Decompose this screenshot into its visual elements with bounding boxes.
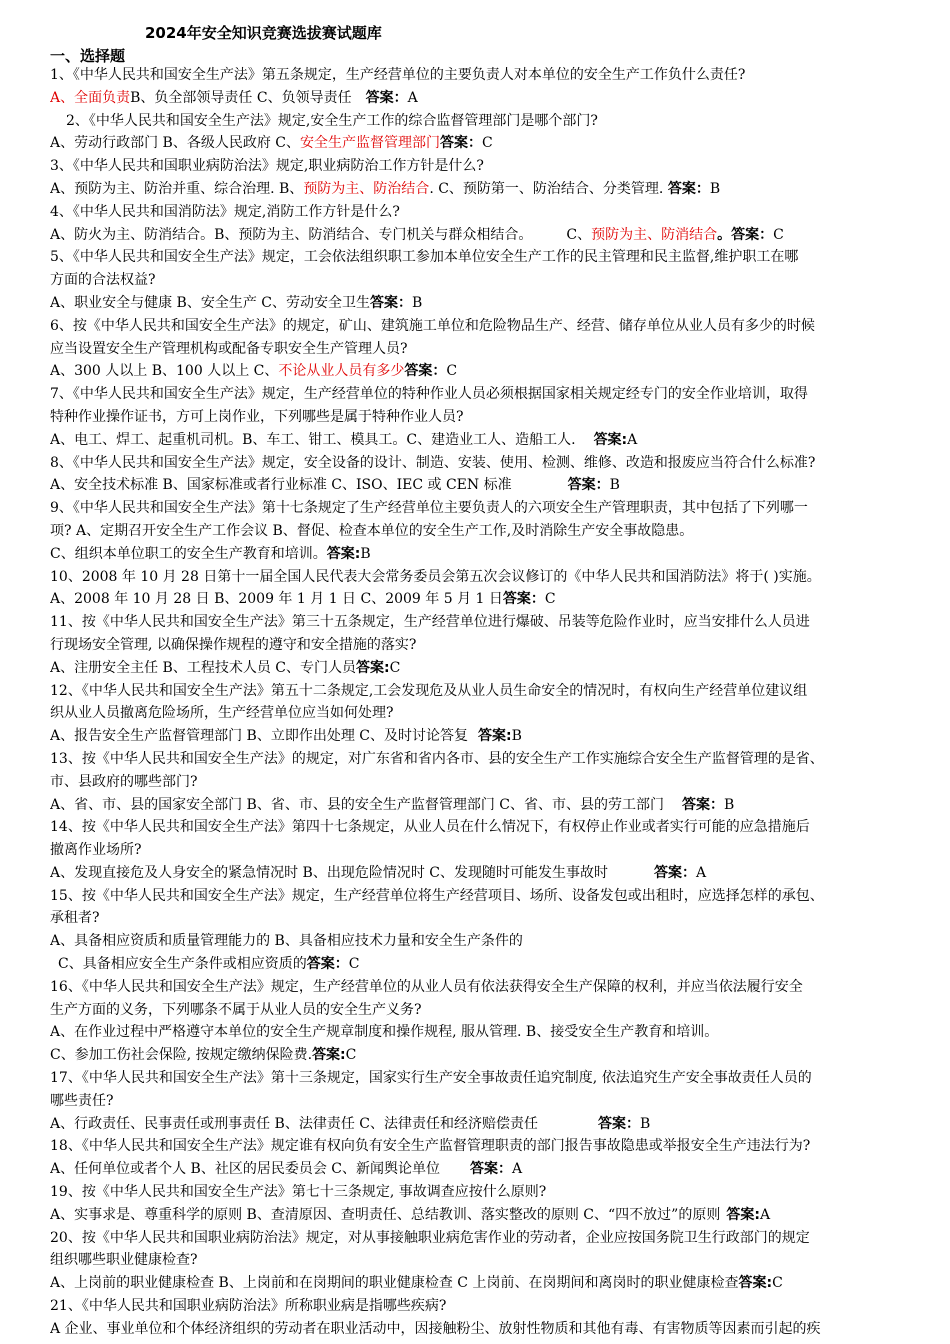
question-20-text-cont: 组织哪些职业健康检查? — [50, 1252, 198, 1269]
question-1-options-bc: B、负全部领导责任 C、负领导责任 — [130, 89, 352, 106]
question-2-options — [50, 132, 930, 155]
question-14-text-cont: 撤离作业场所? — [50, 842, 142, 859]
question-6-text: 6、按《中华人民共和国安全生产法》的规定，矿山、建筑施工单位和危险物品生产、经营、储存单位从业人员有多少的时候 — [50, 317, 815, 334]
question-14-options — [50, 862, 930, 885]
question-14-answer-label: 答案： — [654, 864, 697, 881]
question-10-answer: C — [544, 591, 556, 608]
question-16-option-c: C、参加工伤社会保险, 按规定缴纳保险费. — [50, 1047, 313, 1064]
question-13-answer-label: 答案： — [682, 796, 725, 813]
question-8-options-text: A、安全技术标准 B、国家标准或者行业标准 C、ISO、IEC 或 CEN 标准 — [50, 477, 512, 494]
question-3-option-a: A、预防为主、防治并重、综合治理. B、 — [50, 180, 304, 197]
question-2-answer-label: 答案： — [440, 135, 483, 152]
question-7-text-cont: 特种作业操作证书，方可上岗作业，下列哪些是属于特种作业人员? — [50, 408, 464, 425]
question-21-options: A 企业、事业单位和个体经济组织的劳动者在职业活动中，因接触粉尘、放射性物质和其他有毒、有害物质等因素而引起的疾 — [50, 1320, 821, 1337]
question-6-text-cont: 应当设置安全生产管理机构或配备专职安全生产管理人员? — [50, 340, 408, 357]
question-20-answer: C — [772, 1275, 783, 1292]
question-16-options-cont — [50, 1044, 930, 1067]
question-13-text: 13、按《中华人民共和国安全生产法》的规定，对广东省和省内各市、县的安全生产工作实施综合安全生产监督管理的是省、 — [50, 750, 824, 767]
question-1-answer-label: 答案： — [365, 89, 408, 106]
question-list — [50, 64, 930, 1341]
question-8-answer: B — [609, 477, 620, 494]
question-19-options — [50, 1204, 930, 1227]
question-11-text: 11、按《中华人民共和国安全生产法》第三十五条规定，生产经营单位进行爆破、吊装等危险作业时，应当安排什么人员进 — [50, 614, 810, 631]
question-11-options-text: A、注册安全主任 B、工程技术人员 C、专门人员 — [50, 659, 357, 676]
question-3-text: 3、《中华人民共和国职业病防治法》规定,职业病防治工作方针是什么? — [50, 158, 484, 175]
question-17-options-text: A、行政责任、民事责任或刑事责任 B、法律责任 C、法律责任和经济赔偿责任 — [50, 1115, 539, 1132]
question-13-options-text: A、省、市、县的国家安全部门 B、省、市、县的安全生产监督管理部门 C、省、市、县的劳工部门 — [50, 796, 665, 813]
question-21-text: 21、《中华人民共和国职业病防治法》所称职业病是指哪些疾病? — [50, 1298, 447, 1315]
question-2-options-ab: A、劳动行政部门 B、各级人民政府 C、 — [50, 135, 301, 152]
question-9-answer: B — [360, 545, 371, 562]
question-11-text-cont: 行现场安全管理, 以确保操作规程的遵守和安全措施的落实? — [50, 636, 417, 653]
question-15-options: A、具备相应资质和质量管理能力的 B、具备相应技术力量和安全生产条件的 — [50, 933, 523, 950]
question-3-answer-label: 答案： — [667, 180, 710, 197]
question-12-options-text: A、报告安全生产监督管理部门 B、立即作出处理 C、及时讨论答复 — [50, 728, 469, 745]
question-4-option-c: 预防为主、防消结合 — [591, 226, 718, 243]
question-16-answer-label: 答案: — [312, 1047, 346, 1064]
question-16-options: A、在作业过程中严格遵守本单位的安全生产规章制度和操作规程, 服从管理. B、接受安全生产教育和培训。 — [50, 1024, 719, 1041]
question-18-text: 18、《中华人民共和国安全生产法》规定谁有权向负有安全生产监督管理职责的部门报告事故隐患或举报安全生产违法行为? — [50, 1138, 811, 1155]
question-13-text-cont: 市、县政府的哪些部门? — [50, 773, 198, 790]
question-19-answer: A — [759, 1206, 771, 1223]
question-2-answer: C — [482, 135, 493, 152]
question-7-answer: A — [627, 431, 638, 448]
question-2-text: 2、《中华人民共和国安全生产法》规定,安全生产工作的综合监督管理部门是哪个部门? — [66, 112, 598, 129]
question-13-options — [50, 794, 930, 817]
question-11-answer-label: 答案: — [356, 659, 390, 676]
question-12-text: 12、《中华人民共和国安全生产法》第五十二条规定,工会发现危及从业人员生命安全的情况时，有权向生产经营单位建议组 — [50, 682, 808, 699]
question-13-answer: B — [724, 796, 735, 813]
question-9-text-cont: 项? A、定期召开安全生产工作会议 B、督促、检查本单位的安全生产工作,及时消除生产安全事故隐患。 — [50, 522, 694, 539]
question-19-answer-label: 答案: — [726, 1206, 760, 1223]
question-17-answer: B — [640, 1115, 651, 1132]
question-17-text-cont: 哪些责任? — [50, 1092, 114, 1109]
question-12-text-cont: 织从业人员撤离危险场所，生产经营单位应当如何处理? — [50, 705, 394, 722]
question-15-answer-label: 答案： — [306, 956, 349, 973]
question-10-options — [50, 588, 930, 611]
question-12-answer: B — [511, 728, 522, 745]
question-9-options — [50, 543, 930, 566]
question-10-options-text: A、2008 年 10 月 28 日 B、2009 年 1 月 1 日 C、2009 年 5 月 1 日 — [50, 591, 503, 608]
question-6-answer-label: 答案： — [404, 363, 447, 380]
question-4-options-ab: A、防火为主、防消结合。B、预防为主、防消结合、专门机关与群众相结合。 — [50, 226, 533, 243]
question-3-options — [50, 178, 930, 201]
question-6-options — [50, 360, 930, 383]
question-9-answer-label: 答案: — [326, 545, 361, 562]
question-17-options — [50, 1113, 930, 1136]
question-1-text: 1、《中华人民共和国安全生产法》第五条规定，生产经营单位的主要负责人对本单位的安全生产工作负什么责任? — [50, 67, 746, 83]
question-12-options — [50, 725, 930, 748]
question-20-options-text: A、上岗前的职业健康检查 B、上岗前和在岗期间的职业健康检查 C 上岗前、在岗期间和离岗时的职业健康检查 — [50, 1275, 739, 1292]
question-11-answer: C — [389, 659, 401, 676]
question-7-options — [50, 429, 930, 452]
question-18-answer: A — [512, 1161, 523, 1178]
question-3-option-c: . C、预防第一、防治结合、分类管理. — [429, 180, 668, 197]
question-8-text: 8、《中华人民共和国安全生产法》规定，安全设备的设计、制造、安装、使用、检测、维修、改造和报废应当符合什么标准? — [50, 454, 816, 471]
question-7-answer-label: 答案: — [593, 431, 628, 448]
question-4-text: 4、《中华人民共和国消防法》规定,消防工作方针是什么? — [50, 203, 400, 220]
question-20-text: 20、按《中华人民共和国职业病防治法》规定，对从事接触职业病危害作业的劳动者，企业应按国务院卫生行政部门的规定 — [50, 1229, 810, 1246]
question-18-options — [50, 1158, 930, 1181]
question-15-text: 15、按《中华人民共和国安全生产法》规定，生产经营单位将生产经营项目、场所、设备发包或出租时，应选择怎样的承包、 — [50, 887, 824, 904]
question-3-answer: B — [709, 180, 721, 197]
question-15-option-c: C、具备相应安全生产条件或相应资质的 — [58, 956, 307, 973]
question-8-answer-label: 答案： — [567, 477, 610, 494]
question-5-text-cont: 方面的合法权益? — [50, 272, 156, 289]
question-16-answer: C — [345, 1047, 357, 1064]
question-16-text-cont: 生产方面的义务，下列哪条不属于从业人员的安全生产义务? — [50, 1001, 422, 1018]
question-15-text-cont: 承租者? — [50, 910, 100, 927]
question-9-text: 9、《中华人民共和国安全生产法》第十七条规定了生产经营单位主要负责人的六项安全生产管理职责，其中包括了下列哪一 — [50, 500, 808, 517]
question-11-options — [50, 657, 930, 680]
question-15-answer: C — [348, 956, 360, 973]
question-3-option-b: 预防为主、防治结合 — [303, 180, 430, 197]
question-4-option-c-label: C、 — [566, 226, 592, 243]
question-5-answer: B — [412, 294, 423, 311]
question-14-text: 14、按《中华人民共和国安全生产法》第四十七条规定，从业人员在什么情况下，有权停止作业或者实行可能的应急措施后 — [50, 819, 810, 836]
question-19-options-text: A、实事求是、尊重科学的原则 B、查清原因、查明责任、总结教训、落实整改的原则 C、“四不放过”的原则 — [50, 1206, 721, 1223]
question-5-options — [50, 292, 930, 315]
question-7-text: 7、《中华人民共和国安全生产法》规定，生产经营单位的特种作业人员必须根据国家相关规定经专门的安全作业培训，取得 — [50, 386, 808, 403]
question-5-answer-label: 答案： — [370, 294, 413, 311]
question-16-text: 16、《中华人民共和国安全生产法》规定，生产经营单位的从业人员有依法获得安全生产保障的权利，并应当依法履行安全 — [50, 978, 803, 995]
question-12-answer-label: 答案: — [478, 728, 512, 745]
question-14-options-text: A、发现直接危及人身安全的紧急情况时 B、出现危险情况时 C、发现随时可能发生事故时 — [50, 864, 609, 881]
question-6-answer: C — [446, 363, 458, 380]
question-17-text: 17、《中华人民共和国安全生产法》第十三条规定，国家实行生产安全事故责任追究制度, 依法追究生产安全事故责任人员的 — [50, 1070, 812, 1087]
question-10-answer-label: 答案： — [502, 591, 545, 608]
question-17-answer-label: 答案： — [598, 1115, 641, 1132]
question-20-options — [50, 1272, 930, 1295]
question-20-answer-label: 答案: — [738, 1275, 773, 1292]
question-4-options — [50, 224, 930, 247]
question-6-option-c: 不论从业人员有多少 — [278, 363, 405, 380]
question-19-text: 19、按《中华人民共和国安全生产法》第七十三条规定, 事故调查应按什么原则? — [50, 1184, 547, 1201]
question-18-answer-label: 答案： — [470, 1161, 513, 1178]
question-18-options-text: A、任何单位或者个人 B、社区的居民委员会 C、新闻舆论单位 — [50, 1161, 441, 1178]
question-4-answer-label: 。答案： — [717, 226, 774, 243]
question-7-options-text: A、电工、焊工、起重机司机。B、车工、钳工、模具工。C、建造业工人、造船工人. — [50, 431, 576, 448]
question-5-text: 5、《中华人民共和国安全生产法》规定，工会依法组织职工参加本单位安全生产工作的民主管理和民主监督,维护职工在哪 — [50, 249, 799, 266]
question-14-answer: A — [696, 864, 707, 881]
section-heading: 一、选择题 — [50, 47, 126, 65]
question-8-options — [50, 474, 930, 497]
document-title: 2024年安全知识竞赛选拔赛试题库 — [145, 24, 382, 42]
question-1-answer: A — [407, 89, 418, 106]
question-2-option-c: 安全生产监督管理部门 — [300, 135, 441, 152]
question-6-options-ab: A、300 人以上 B、100 人以上 C、 — [50, 363, 279, 380]
question-4-answer: C — [773, 226, 784, 243]
question-5-options-text: A、职业安全与健康 B、安全生产 C、劳动安全卫生 — [50, 294, 371, 311]
question-10-text: 10、2008 年 10 月 28 日第十一届全国人民代表大会常务委员会第五次会议修订的《中华人民共和国消防法》将于( )实施。 — [50, 568, 821, 585]
question-9-options-text: C、组织本单位职工的安全生产教育和培训。 — [50, 545, 327, 562]
question-15-options-cont — [50, 953, 930, 976]
question-1-option-a: A、全面负责 — [50, 89, 131, 106]
question-1-options — [50, 87, 930, 110]
